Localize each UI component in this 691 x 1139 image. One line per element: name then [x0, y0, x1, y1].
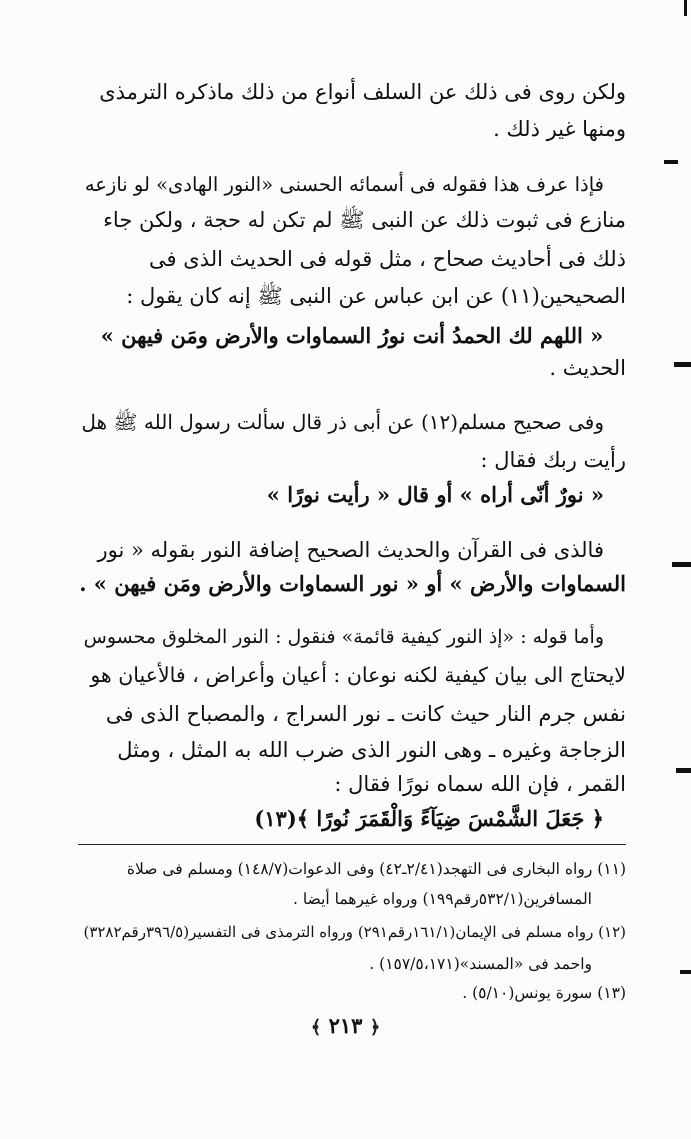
- body-line: ذلك فى أحاديث صحاح ، مثل قوله فى الحديث الذى فى: [149, 247, 626, 271]
- body-line: فالذى فى القرآن والحديث الصحيح إضافة النور بقوله « نور: [97, 538, 604, 562]
- body-line: لايحتاج الى بيان كيفية لكنه نوعان : أعيان وأعراض ، فالأعيان هو: [90, 663, 626, 687]
- page-number-text: ٢١٣: [328, 1013, 363, 1038]
- footnote-line: (١٣) سورة يونس(٥/١٠) .: [462, 984, 626, 1002]
- footnote-separator: [78, 844, 626, 845]
- body-line: فإذا عرف هذا فقوله فى أسمائه الحسنى «النور الهادى» لو نازعه: [84, 173, 604, 196]
- body-line: وفى صحيح مسلم(١٢) عن أبى ذر قال سألت رسول الله ﷺ هل: [81, 410, 604, 434]
- scan-mark: [680, 970, 691, 974]
- page-number: [0, 1013, 691, 1038]
- body-line: منازع فى ثبوت ذلك عن النبى ﷺ لم تكن له حجة ، ولكن جاء: [103, 208, 626, 232]
- scan-mark: [676, 768, 691, 773]
- body-line: وأما قوله : «إذ النور كيفية قائمة» فنقول : النور المخلوق محسوس: [83, 626, 604, 648]
- body-line: ومنها غير ذلك .: [493, 117, 626, 141]
- ornament-left: ﴿: [369, 1017, 381, 1038]
- body-line: الصحيحين(١١) عن ابن عباس عن النبى ﷺ إنه كان يقول :: [126, 284, 626, 308]
- body-line: « اللهم لك الحمدُ أنت نورُ السماوات والأرض ومَن فيهن »: [100, 323, 604, 348]
- footnote-line: (١٢) رواه مسلم فى الإيمان(١٦١/١رقم٢٩١) ورواه الترمذى فى التفسير(٣٩٦/٥رقم٣٢٨٢): [83, 923, 626, 941]
- scan-mark: [672, 562, 691, 567]
- body-line: السماوات والأرض » أو « نور السماوات والأرض ومَن فيهن » .: [79, 571, 626, 596]
- body-line: ﴿ جَعَلَ الشَّمْسَ ضِيَآءً وَالْقَمَرَ نُورًا ﴾(١٣): [254, 806, 604, 831]
- footnote-line: (١١) رواه البخارى فى التهجد(٢/٤١ـ٤٢) وفى الدعوات(١٤٨/٧) ومسلم فى صلاة: [126, 860, 626, 878]
- body-line: الحديث .: [549, 356, 626, 380]
- scan-mark: [664, 160, 678, 164]
- ornament-right: ﴾: [310, 1017, 322, 1038]
- body-line: ولكن روى فى ذلك عن السلف أنواع من ذلك ماذكره الترمذى: [99, 80, 626, 104]
- body-line: القمر ، فإن الله سماه نورًا فقال :: [334, 772, 626, 796]
- scan-mark: [684, 0, 687, 16]
- body-line: « نورٌ أنّى أراه » أو قال « رأيت نورًا »: [266, 482, 604, 507]
- footnote-line: واحمد فى «المسند»(١٥٧/٥،١٧١) .: [369, 955, 592, 973]
- body-line: نفس جرم النار حيث كانت ـ نور السراج ، والمصباح الذى فى: [105, 702, 626, 726]
- footnote-line: المسافرين(٥٣٢/١رقم١٩٩) ورواه غيرهما أيضا .: [293, 890, 592, 908]
- body-line: الزجاجة وغيره ـ وهى النور الذى ضرب الله به المثل ، ومثل: [117, 738, 626, 762]
- body-line: رأيت ربك فقال :: [480, 448, 626, 472]
- scan-mark: [674, 362, 691, 367]
